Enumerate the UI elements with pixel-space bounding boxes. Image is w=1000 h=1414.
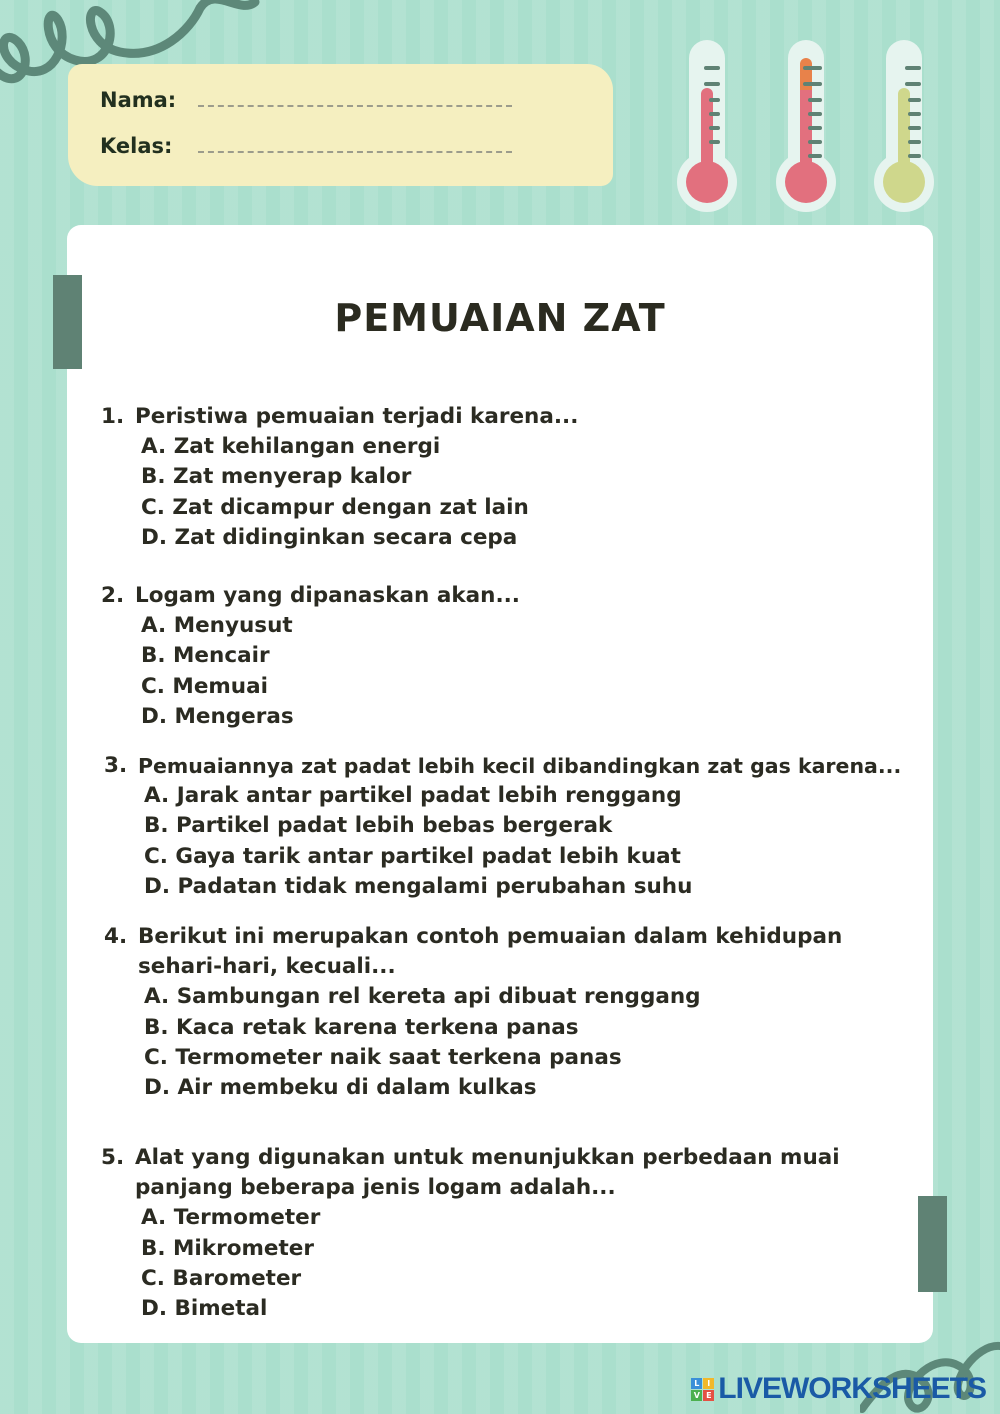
name-label: Nama:: [100, 88, 177, 112]
worksheet-title: PEMUAIAN ZAT: [334, 296, 666, 340]
answer-option-a[interactable]: A. Termometer: [141, 1205, 321, 1231]
student-info-card: [68, 64, 613, 186]
answer-option-c[interactable]: C. Memuai: [141, 673, 268, 699]
question-text: Berikut ini merupakan contoh pemuaian dalam kehidupan sehari-hari, kecuali...: [138, 924, 843, 980]
question-1: [101, 402, 895, 553]
answer-option-c[interactable]: C. Termometer naik saat terkena panas: [144, 1044, 622, 1070]
question-3: [104, 751, 902, 902]
answer-option-b[interactable]: B. Kaca retak karena terkena panas: [144, 1014, 579, 1040]
question-2: [101, 581, 895, 732]
question-number: 5.: [101, 1145, 125, 1170]
question-number: 2.: [101, 583, 125, 608]
answer-option-a[interactable]: A. Menyusut: [141, 613, 293, 639]
answer-option-d[interactable]: D. Air membeku di dalam kulkas: [144, 1075, 537, 1101]
thermometer-icon: [677, 40, 739, 215]
answer-option-a[interactable]: A. Zat kehilangan energi: [141, 434, 441, 460]
tape-decoration-right: [918, 1196, 947, 1292]
question-4: [104, 922, 888, 1103]
question-number: 4.: [104, 924, 128, 949]
question-number: 1.: [101, 404, 125, 429]
answer-option-b[interactable]: B. Partikel padat lebih bebas bergerak: [144, 813, 613, 839]
answer-option-d[interactable]: D. Mengeras: [141, 703, 294, 729]
name-input-line[interactable]: [198, 105, 512, 107]
question-text: Peristiwa pemuaian terjadi karena...: [135, 404, 579, 429]
question-text: Pemuaiannya zat padat lebih kecil dibandingkan zat gas karena...: [138, 754, 902, 778]
liveworksheets-logo: [691, 1372, 986, 1406]
answer-option-a[interactable]: A. Sambungan rel kereta api dibuat renggang: [144, 984, 701, 1010]
question-text: Alat yang digunakan untuk menunjukkan perbedaan muai panjang beberapa jenis logam adalah...: [135, 1145, 840, 1201]
answer-option-d[interactable]: D. Zat didinginkan secara cepa: [141, 524, 518, 550]
brand-icon: L I V E: [691, 1378, 714, 1401]
thermometer-icon: [874, 40, 936, 215]
question-text: Logam yang dipanaskan akan...: [135, 583, 520, 608]
class-input-line[interactable]: [198, 151, 512, 153]
question-number: 3.: [104, 753, 128, 778]
answer-option-d[interactable]: D. Padatan tidak mengalami perubahan suhu: [144, 873, 693, 899]
thermometer-icon: [776, 40, 838, 215]
brand-name: LIVEWORKSHEETS: [718, 1372, 986, 1405]
answer-option-c[interactable]: C. Barometer: [141, 1265, 302, 1291]
answer-option-a[interactable]: A. Jarak antar partikel padat lebih renggang: [144, 783, 682, 809]
answer-option-d[interactable]: D. Bimetal: [141, 1296, 268, 1322]
answer-option-c[interactable]: C. Gaya tarik antar partikel padat lebih kuat: [144, 843, 681, 869]
class-label: Kelas:: [100, 134, 173, 158]
answer-option-b[interactable]: B. Zat menyerap kalor: [141, 464, 412, 490]
answer-option-c[interactable]: C. Zat dicampur dengan zat lain: [141, 494, 529, 520]
question-5: [101, 1143, 895, 1324]
answer-option-b[interactable]: B. Mikrometer: [141, 1235, 314, 1261]
answer-option-b[interactable]: B. Mencair: [141, 643, 270, 669]
